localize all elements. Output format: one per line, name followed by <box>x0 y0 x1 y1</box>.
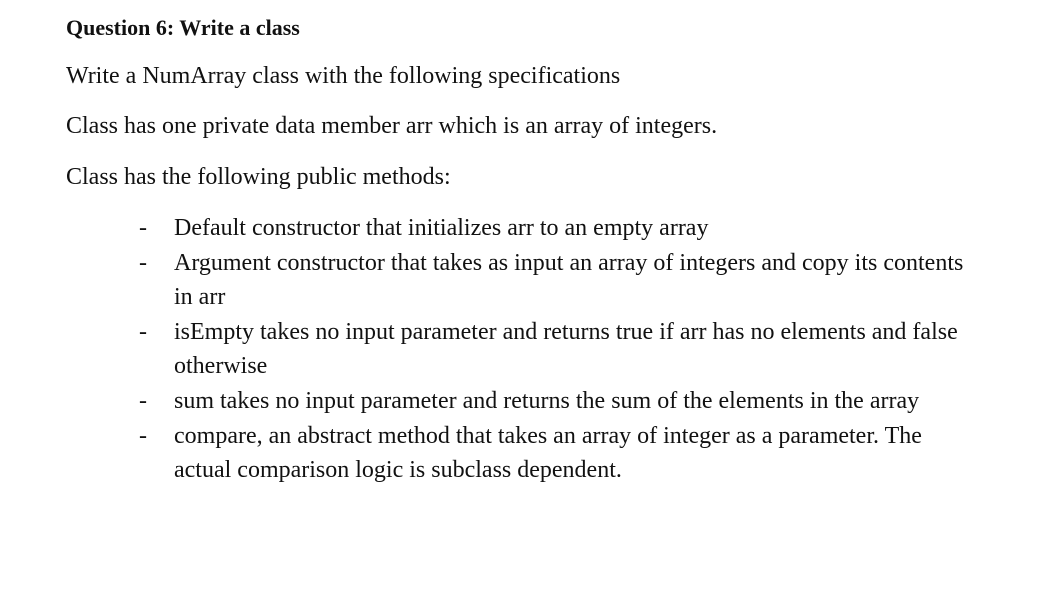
method-description: Argument constructor that takes as input an array of integers and copy its contents in arr <box>174 250 964 310</box>
question-heading: Question 6: Write a class <box>66 15 300 40</box>
list-bullet: - <box>139 215 147 241</box>
list-bullet: - <box>139 319 147 345</box>
method-description: sum takes no input parameter and returns the sum of the elements in the array <box>174 388 920 414</box>
method-item-compare <box>66 419 986 487</box>
method-item-isempty <box>66 315 986 383</box>
method-item-default-constructor <box>66 211 986 245</box>
list-bullet: - <box>139 423 147 449</box>
list-bullet: - <box>139 388 147 414</box>
methods-intro-paragraph: Class has the following public methods: <box>66 164 451 190</box>
methods-list <box>66 211 986 488</box>
method-description: Default constructor that initializes arr to an empty array <box>174 215 709 241</box>
intro-paragraph: Write a NumArray class with the following specifications <box>66 63 621 89</box>
method-description: isEmpty takes no input parameter and returns true if arr has no elements and false otherwise <box>174 319 958 379</box>
list-bullet: - <box>139 250 147 276</box>
method-item-argument-constructor <box>66 246 986 314</box>
data-member-paragraph: Class has one private data member arr which is an array of integers. <box>66 113 718 139</box>
method-description: compare, an abstract method that takes an array of integer as a parameter. The actual comparison logic is subclass dependent. <box>174 423 922 483</box>
method-item-sum <box>66 384 986 418</box>
